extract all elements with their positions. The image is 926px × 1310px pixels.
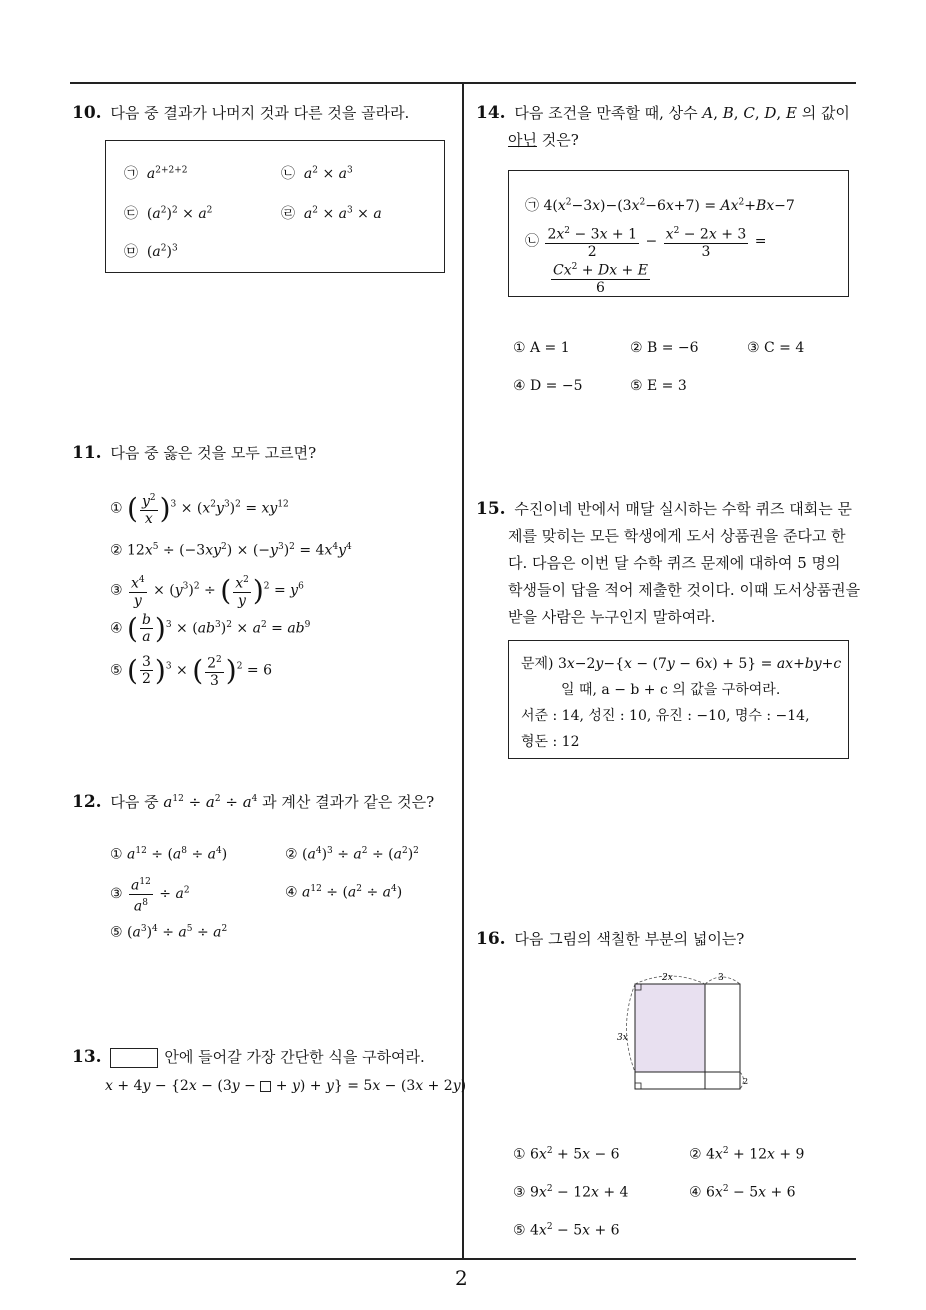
- q14-choice-5: ⑤ E = 3: [630, 378, 687, 394]
- question-12: 12. 다음 중 $a^{12} \div a^2 \div a^4$ 과 계산 결과가 같은 것은?: [72, 792, 435, 812]
- q10-option-c: ㉢ $(a^2)^2 \times a^2$: [124, 205, 213, 222]
- question-text: 다음 그림의 색칠한 부분의 넓이는?: [514, 930, 745, 948]
- label-top-left: 2x: [662, 973, 673, 983]
- q16-figure: [610, 966, 770, 1096]
- question-15: 15. 수진이네 반에서 매달 실시하는 수학 퀴즈 대회는 문 제를 맞히는 모든 학생에게 도서 상품권을 준다고 한 다. 다음은 이번 달 수학 퀴즈 문제에 대하여 5 명의 학생들이 답을 적어 제출한 것이다. 이때 도서상품권을 받을 사람은 누구인지 말하여라.: [476, 499, 861, 626]
- question-number: 12.: [72, 792, 102, 812]
- bottom-rule: [70, 1258, 856, 1260]
- question-14: 14. 다음 조건을 만족할 때, 상수 A, B, C, D, E 의 값이 아닌 것은?: [476, 103, 850, 149]
- q16-choice-1: ① $6x^2 + 5x - 6$: [513, 1146, 620, 1163]
- q16-choice-3: ③ $9x^2 - 12x + 4$: [513, 1184, 629, 1201]
- shaded-region: [635, 984, 705, 1072]
- q12-choice-4: ④ $a^{12} \div (a^2 \div a^4)$: [285, 884, 403, 901]
- blank-square-icon: [260, 1081, 271, 1092]
- question-number: 11.: [72, 443, 102, 463]
- question-text: 다음 중 옳은 것을 모두 고르면?: [110, 444, 317, 462]
- q10-option-b: ㉡ $a^2 \times a^3$: [281, 165, 353, 182]
- q10-option-d: ㉣ $a^2 \times a^3 \times a$: [281, 205, 382, 222]
- q11-choice-2: ② $12x^5 \div (-3xy^2) \times (-y^3)^2 = 4x^4y^4$: [110, 542, 352, 559]
- q16-choice-5: ⑤ $4x^2 - 5x + 6$: [513, 1222, 620, 1239]
- question-number: 10.: [72, 103, 102, 123]
- q11-choice-5: ⑤ ( $\frac{3}{2}$ )$^3$ × ( $\frac{2^2}{3}$ )$^2$ = 6: [110, 653, 272, 689]
- q11-choice-1: ① ( $\frac{y^2}{x}$ )$^3 \times (x^2y^3)^2 = xy^{12}$: [110, 491, 289, 527]
- q14-choice-3: ③ C = 4: [747, 340, 805, 356]
- question-11: [72, 440, 316, 467]
- question-13: [72, 1044, 425, 1071]
- question-number: 15.: [476, 499, 506, 519]
- q10-option-e: ㉤ $(a^2)^3$: [124, 243, 178, 260]
- question-number: 13.: [72, 1047, 102, 1067]
- q14-choice-4: ④ D = −5: [513, 378, 583, 394]
- question-10: [72, 100, 409, 127]
- q12-choice-3: ③ $\frac{a^{12}}{a^8}$ ÷ $a^2$: [110, 874, 190, 914]
- q12-choice-1: ① $a^{12} \div (a^8 \div a^4)$: [110, 846, 228, 863]
- question-text: 다음 중 결과가 나머지 것과 다른 것을 골라라.: [110, 104, 410, 122]
- label-right: 2: [743, 1077, 749, 1086]
- answer-blank-box: [110, 1048, 158, 1068]
- q13-equation: x + 4y − {2x − (3y − + y) + y} = 5x − (3x + 2y): [105, 1078, 467, 1094]
- page-number: 2: [455, 1266, 468, 1290]
- question-text: 안에 들어갈 가장 간단한 식을 구하여라.: [164, 1048, 425, 1066]
- q10-option-a: ㉠ $a^{2+2+2}$: [124, 165, 188, 182]
- q12-choice-5: ⑤ $(a^3)^4 \div a^5 \div a^2$: [110, 924, 228, 941]
- q10-options-box: [105, 140, 445, 273]
- q14-choice-1: ① A = 1: [513, 340, 570, 356]
- q11-choice-3: ③ $\frac{x^4}{y}$ × $(y^3)^2$ ÷ ( $\frac{x^2}{y}$ )$^2 = y^6$: [110, 573, 304, 609]
- question-16: [476, 926, 744, 953]
- q14-conditions-box: ㉠ $4(x^2-3x)-(3x^2-6x+7) = Ax^2+Bx-7$ ㉡ $\frac{2x^2 - 3x + 1}{2}$ − $\frac{x^2 - 2x + 3}{3}$ = $\frac{Cx^2 + Dx + E}{6}$: [508, 170, 849, 297]
- q15-problem-box: 문제) 3x−2y−{x − (7y − 6x) + 5} = ax+by+c 일 때, a − b + c 의 값을 구하여라. 서준 : 14, 성진 : 10, 유진 : −10, 명수 : −14, 형돈 : 12: [508, 640, 849, 759]
- question-number: 16.: [476, 929, 506, 949]
- label-left: 3x: [617, 1033, 628, 1043]
- q16-choice-4: ④ $6x^2 - 5x + 6$: [689, 1184, 796, 1201]
- q12-choice-2: ② $(a^4)^3 \div a^2 \div (a^2)^2$: [285, 846, 419, 863]
- label-top-right: 3: [718, 973, 724, 983]
- q11-choice-4: ④ ( $\frac{b}{a}$ )$^3 \times (ab^3)^2 \times a^2 = ab^9$: [110, 612, 311, 645]
- question-number: 14.: [476, 103, 506, 123]
- q14-choice-2: ② B = −6: [630, 340, 699, 356]
- q16-choice-2: ② $4x^2 + 12x + 9$: [689, 1146, 805, 1163]
